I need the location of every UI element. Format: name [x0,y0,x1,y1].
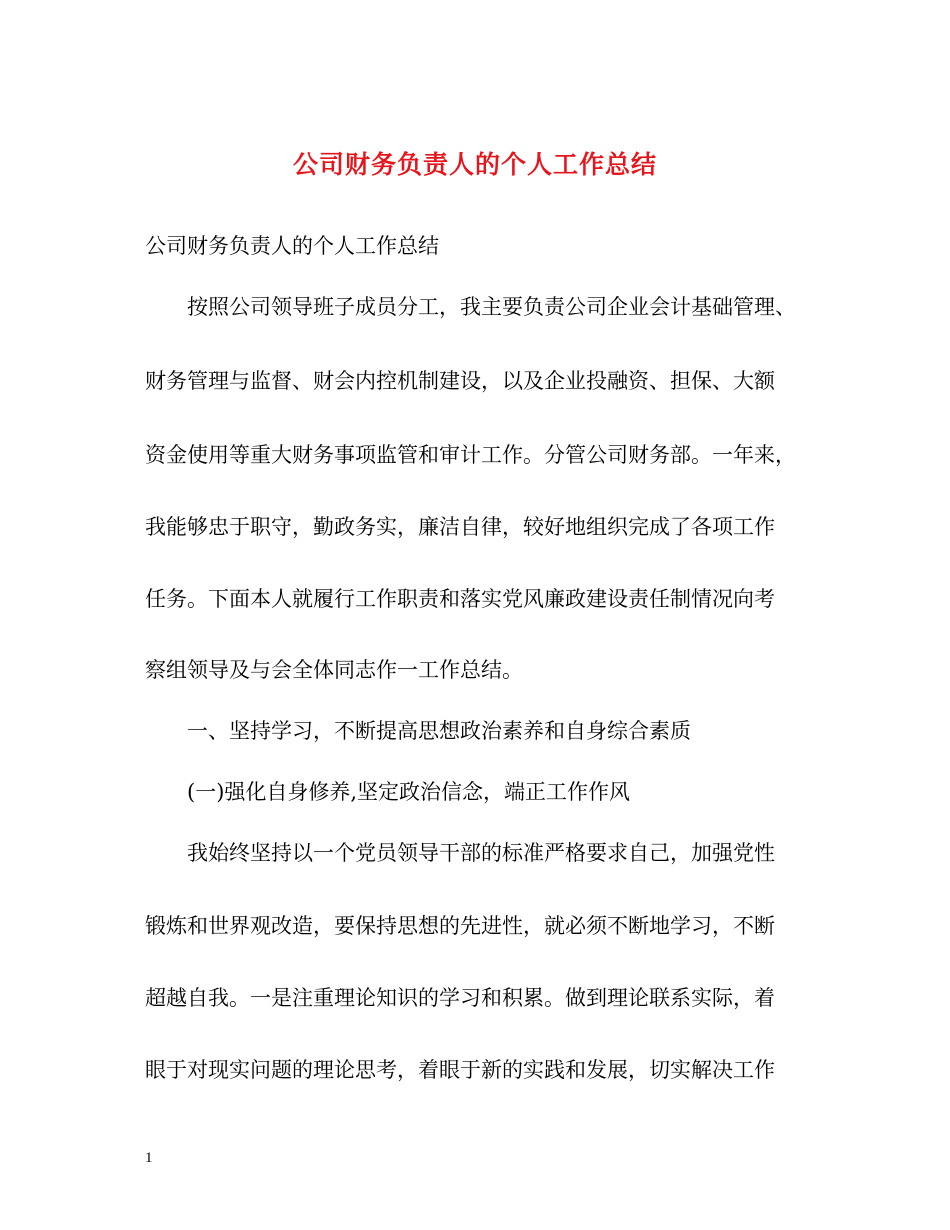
page-number: 1 [145,1150,153,1166]
paragraph-line: 任务。下面本人就履行工作职责和落实党风廉政建设责任制情况向考 [145,587,775,611]
paragraph-line: 资金使用等重大财务事项监管和审计工作。分管公司财务部。一年来， [145,443,796,467]
paragraph-line: 我始终坚持以一个党员领导干部的标准严格要求自己，加强党性 [187,841,775,865]
document-title: 公司财务负责人的个人工作总结 [292,150,657,179]
section-heading: 一、坚持学习，不断提高思想政治素养和自身综合素质 [187,719,691,743]
paragraph-line: 财务管理与监督、财会内控机制建设，以及企业投融资、担保、大额 [145,369,775,393]
document-heading: 公司财务负责人的个人工作总结 [145,234,439,258]
paragraph-line: 锻炼和世界观改造，要保持思想的先进性，就必须不断地学习，不断 [145,914,775,938]
subsection-heading: (一)强化自身修养,坚定政治信念，端正工作作风 [187,780,631,804]
paragraph-line: 眼于对现实问题的理论思考，着眼于新的实践和发展，切实解决工作 [145,1058,775,1082]
paragraph-line: 察组领导及与会全体同志作一工作总结。 [145,658,523,682]
paragraph-line: 我能够忠于职守，勤政务实，廉洁自律，较好地组织完成了各项工作 [145,515,775,539]
paragraph-line: 按照公司领导班子成员分工，我主要负责公司企业会计基础管理、 [187,295,796,319]
paragraph-line: 超越自我。一是注重理论知识的学习和积累。做到理论联系实际，着 [145,986,775,1010]
